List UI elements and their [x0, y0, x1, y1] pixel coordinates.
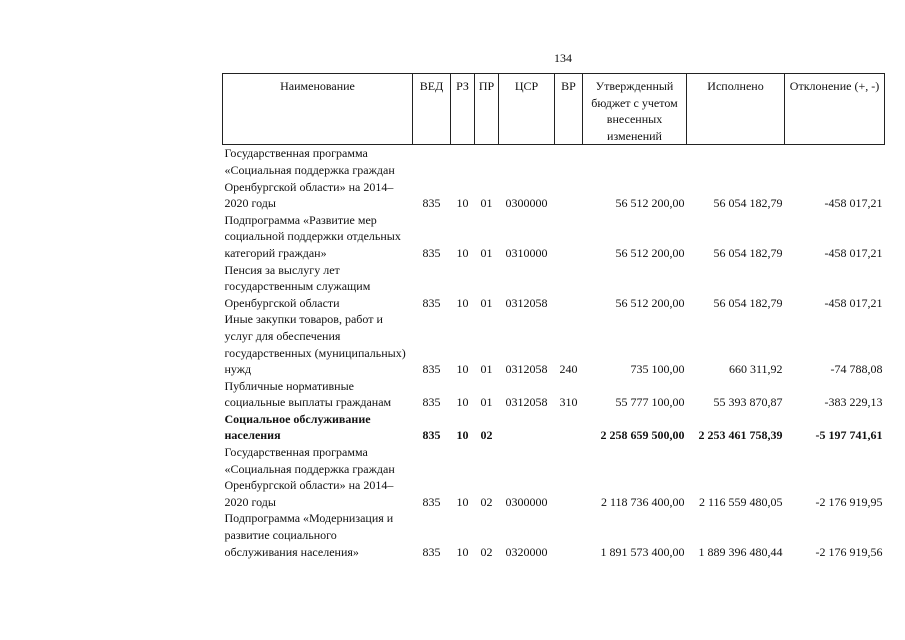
row-vr: 310: [559, 395, 578, 410]
row-approved: 56 512 200,00: [615, 196, 685, 211]
row-pr: 01: [480, 295, 493, 310]
row-executed: 56 054 182,79: [713, 245, 783, 260]
row-ved: 835: [422, 362, 441, 377]
row-csr: 0300000: [505, 196, 548, 211]
row-ved: 835: [422, 295, 441, 310]
row-name: Иные закупки товаров, работ и услуг для обеспечения государственных (муниципальных) нужд: [224, 312, 406, 377]
row-name: Публичные нормативные социальные выплаты гражданам: [224, 378, 392, 410]
row-name: Социальное обслуживание населения: [224, 411, 371, 443]
row-csr: 0312058: [505, 295, 548, 310]
table-row: [223, 212, 885, 262]
row-ved: 835: [422, 544, 441, 559]
row-vr: [555, 145, 583, 212]
row-deviation: -458 017,21: [824, 245, 883, 260]
row-approved: 55 777 100,00: [615, 395, 685, 410]
row-executed: 2 253 461 758,39: [698, 428, 783, 443]
row-vr: [555, 212, 583, 262]
budget-execution-table: [222, 73, 885, 560]
row-pr: 01: [480, 362, 493, 377]
header-ved: ВЕД: [413, 74, 451, 145]
row-ved: 835: [422, 428, 441, 443]
row-rz: 10: [456, 544, 469, 559]
row-deviation: -458 017,21: [824, 196, 883, 211]
table-row: [223, 378, 885, 411]
table-row: [223, 510, 885, 560]
row-executed: 56 054 182,79: [713, 295, 783, 310]
table-row: [223, 311, 885, 377]
header-pr: ПР: [475, 74, 499, 145]
table-header-row: [223, 74, 885, 145]
table-row-section-total: [223, 411, 885, 444]
row-approved: 735 100,00: [630, 362, 685, 377]
row-approved: 56 512 200,00: [615, 295, 685, 310]
row-name: Государственная программа «Социальная поддержка граждан Оренбургской области» на 2014–2020 годы: [224, 445, 395, 509]
row-ved: 835: [422, 245, 441, 260]
row-rz: 10: [456, 196, 469, 211]
row-name: Подпрограмма «Модернизация и развитие социального обслуживания населения»: [224, 511, 394, 559]
row-csr: [499, 411, 555, 444]
row-ved: 835: [422, 196, 441, 211]
row-csr: 0312058: [505, 362, 548, 377]
row-deviation: -2 176 919,95: [815, 494, 883, 509]
header-name: Наименование: [223, 74, 413, 145]
row-rz: 10: [456, 395, 469, 410]
row-name: Пенсия за выслугу лет государственным служащим Оренбургской области: [224, 262, 371, 310]
row-ved: 835: [422, 494, 441, 509]
row-pr: 02: [480, 544, 493, 559]
header-executed: Исполнено: [687, 74, 785, 145]
row-rz: 10: [456, 494, 469, 509]
row-pr: 01: [480, 245, 493, 260]
row-csr: 0312058: [505, 395, 548, 410]
header-vr: ВР: [555, 74, 583, 145]
header-rz: РЗ: [451, 74, 475, 145]
header-deviation: Отклонение (+, -): [785, 74, 885, 145]
row-executed: 2 116 559 480,05: [698, 494, 783, 509]
row-rz: 10: [456, 362, 469, 377]
row-vr: [555, 411, 583, 444]
row-deviation: -5 197 741,61: [815, 428, 883, 443]
row-vr: [555, 444, 583, 510]
row-deviation: -458 017,21: [824, 295, 883, 310]
table-row: [223, 145, 885, 212]
row-csr: 0320000: [505, 544, 548, 559]
row-pr: 02: [480, 428, 493, 443]
table-row: [223, 444, 885, 510]
row-pr: 01: [480, 196, 493, 211]
row-executed: 56 054 182,79: [713, 196, 783, 211]
row-deviation: -2 176 919,56: [815, 544, 883, 559]
row-ved: 835: [422, 395, 441, 410]
row-executed: 1 889 396 480,44: [698, 544, 783, 559]
row-deviation: -383 229,13: [824, 395, 883, 410]
row-pr: 02: [480, 494, 493, 509]
row-approved: 56 512 200,00: [615, 245, 685, 260]
row-deviation: -74 788,08: [830, 362, 883, 377]
row-approved: 1 891 573 400,00: [600, 544, 685, 559]
row-executed: 55 393 870,87: [713, 395, 783, 410]
row-rz: 10: [456, 295, 469, 310]
row-vr: [555, 510, 583, 560]
row-executed: 660 311,92: [728, 362, 783, 377]
table-row: [223, 262, 885, 312]
row-vr: [555, 262, 583, 312]
row-approved: 2 118 736 400,00: [600, 494, 685, 509]
row-csr: 0310000: [505, 245, 548, 260]
header-csr: ЦСР: [499, 74, 555, 145]
row-vr: 240: [559, 362, 578, 377]
row-pr: 01: [480, 395, 493, 410]
row-name: Подпрограмма «Развитие мер социальной поддержки отдельных категорий граждан»: [224, 212, 401, 260]
header-approved: Утвержденный бюджет с учетом внесенных изменений: [583, 74, 687, 145]
row-rz: 10: [456, 428, 469, 443]
row-csr: 0300000: [505, 494, 548, 509]
row-rz: 10: [456, 245, 469, 260]
row-approved: 2 258 659 500,00: [600, 428, 685, 443]
row-name: Государственная программа «Социальная поддержка граждан Оренбургской области» на 2014–2020 годы: [224, 146, 395, 211]
